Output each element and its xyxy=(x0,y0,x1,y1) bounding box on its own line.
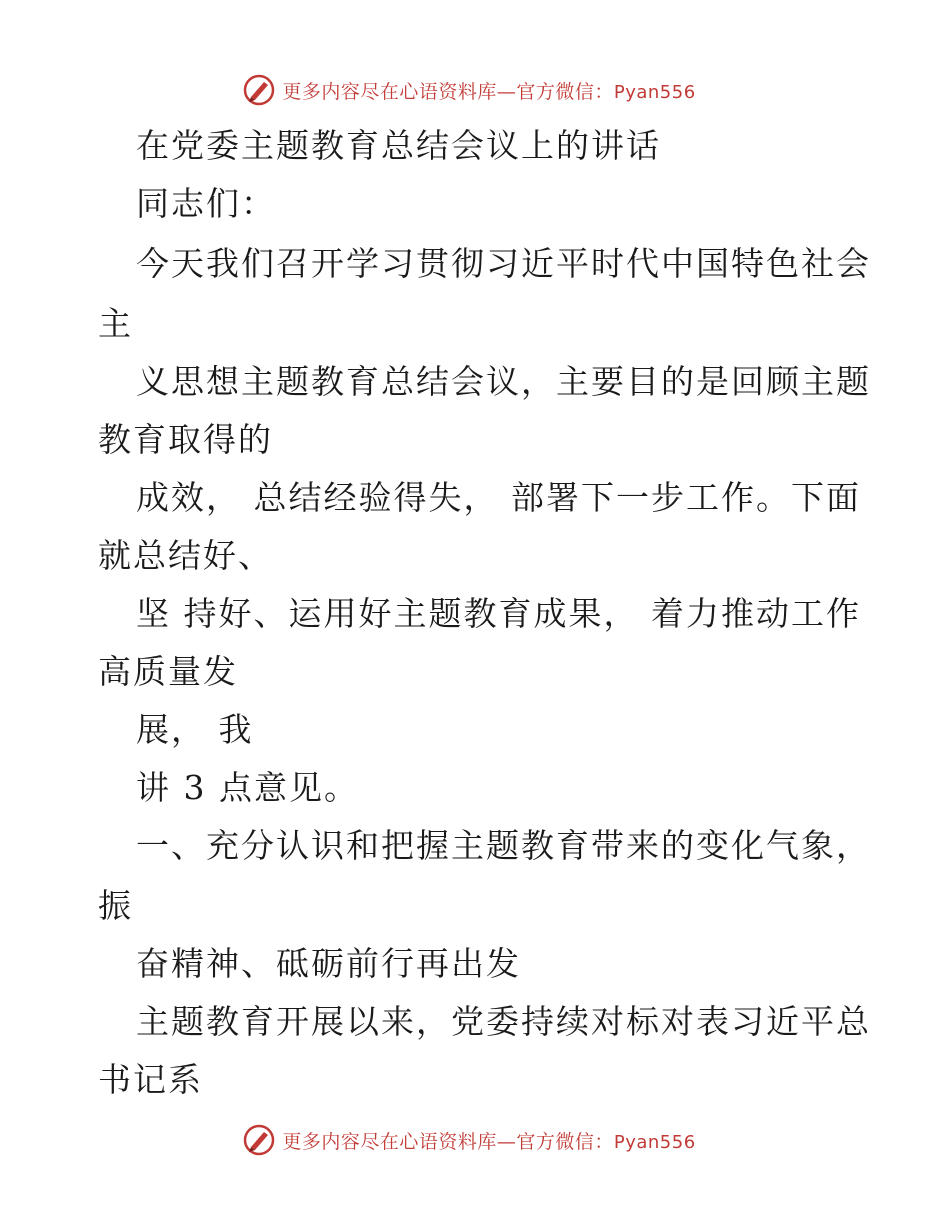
paragraph-line: 展， 我 xyxy=(136,710,254,749)
header-banner-slogan: 更多内容尽在心语资料库—官方微信： xyxy=(282,80,614,103)
section-heading-line: 奋精神、砥砺前行再出发 xyxy=(136,944,521,983)
footer-banner-account: Pyan556 xyxy=(613,1131,696,1153)
paragraph-line: 高质量发 xyxy=(98,652,238,691)
paragraph-line: 义思想主题教育总结会议，主要目的是回顾主题 xyxy=(136,362,871,401)
paragraph-line: 书记系 xyxy=(98,1060,203,1099)
header-banner-content xyxy=(242,73,695,107)
paragraph-line: 教育取得的 xyxy=(98,420,273,459)
paragraph-line: 主题教育开展以来，党委持续对标对表习近平总 xyxy=(136,1002,871,1041)
paragraph-line: 坚 持好、运用好主题教育成果， 着力推动工作 xyxy=(136,594,861,633)
header-banner-account: Pyan556 xyxy=(613,81,696,103)
footer-banner-text xyxy=(282,1127,695,1154)
paragraph-line: 讲 3 点意见。 xyxy=(136,768,359,807)
pen-logo-icon xyxy=(242,1123,276,1157)
paragraph-line: 成效， 总结经验得失， 部署下一步工作。下面 xyxy=(136,478,861,517)
paragraph-line: 就总结好、 xyxy=(98,536,273,575)
salutation: 同志们： xyxy=(136,184,276,223)
footer-banner-slogan: 更多内容尽在心语资料库—官方微信： xyxy=(282,1130,614,1153)
header-banner-text xyxy=(282,77,695,104)
paragraph-line: 今天我们召开学习贯彻习近平时代中国特色社会 xyxy=(136,244,871,283)
footer-watermark-banner xyxy=(0,1120,950,1160)
section-heading-line: 振 xyxy=(98,886,133,925)
header-watermark-banner xyxy=(0,70,950,110)
section-heading-line: 一、充分认识和把握主题教育带来的变化气象， xyxy=(136,826,871,865)
paragraph-line: 主 xyxy=(98,304,133,343)
footer-banner-content xyxy=(242,1123,695,1157)
pen-logo-icon xyxy=(242,73,276,107)
document-title: 在党委主题教育总结会议上的讲话 xyxy=(136,126,661,165)
